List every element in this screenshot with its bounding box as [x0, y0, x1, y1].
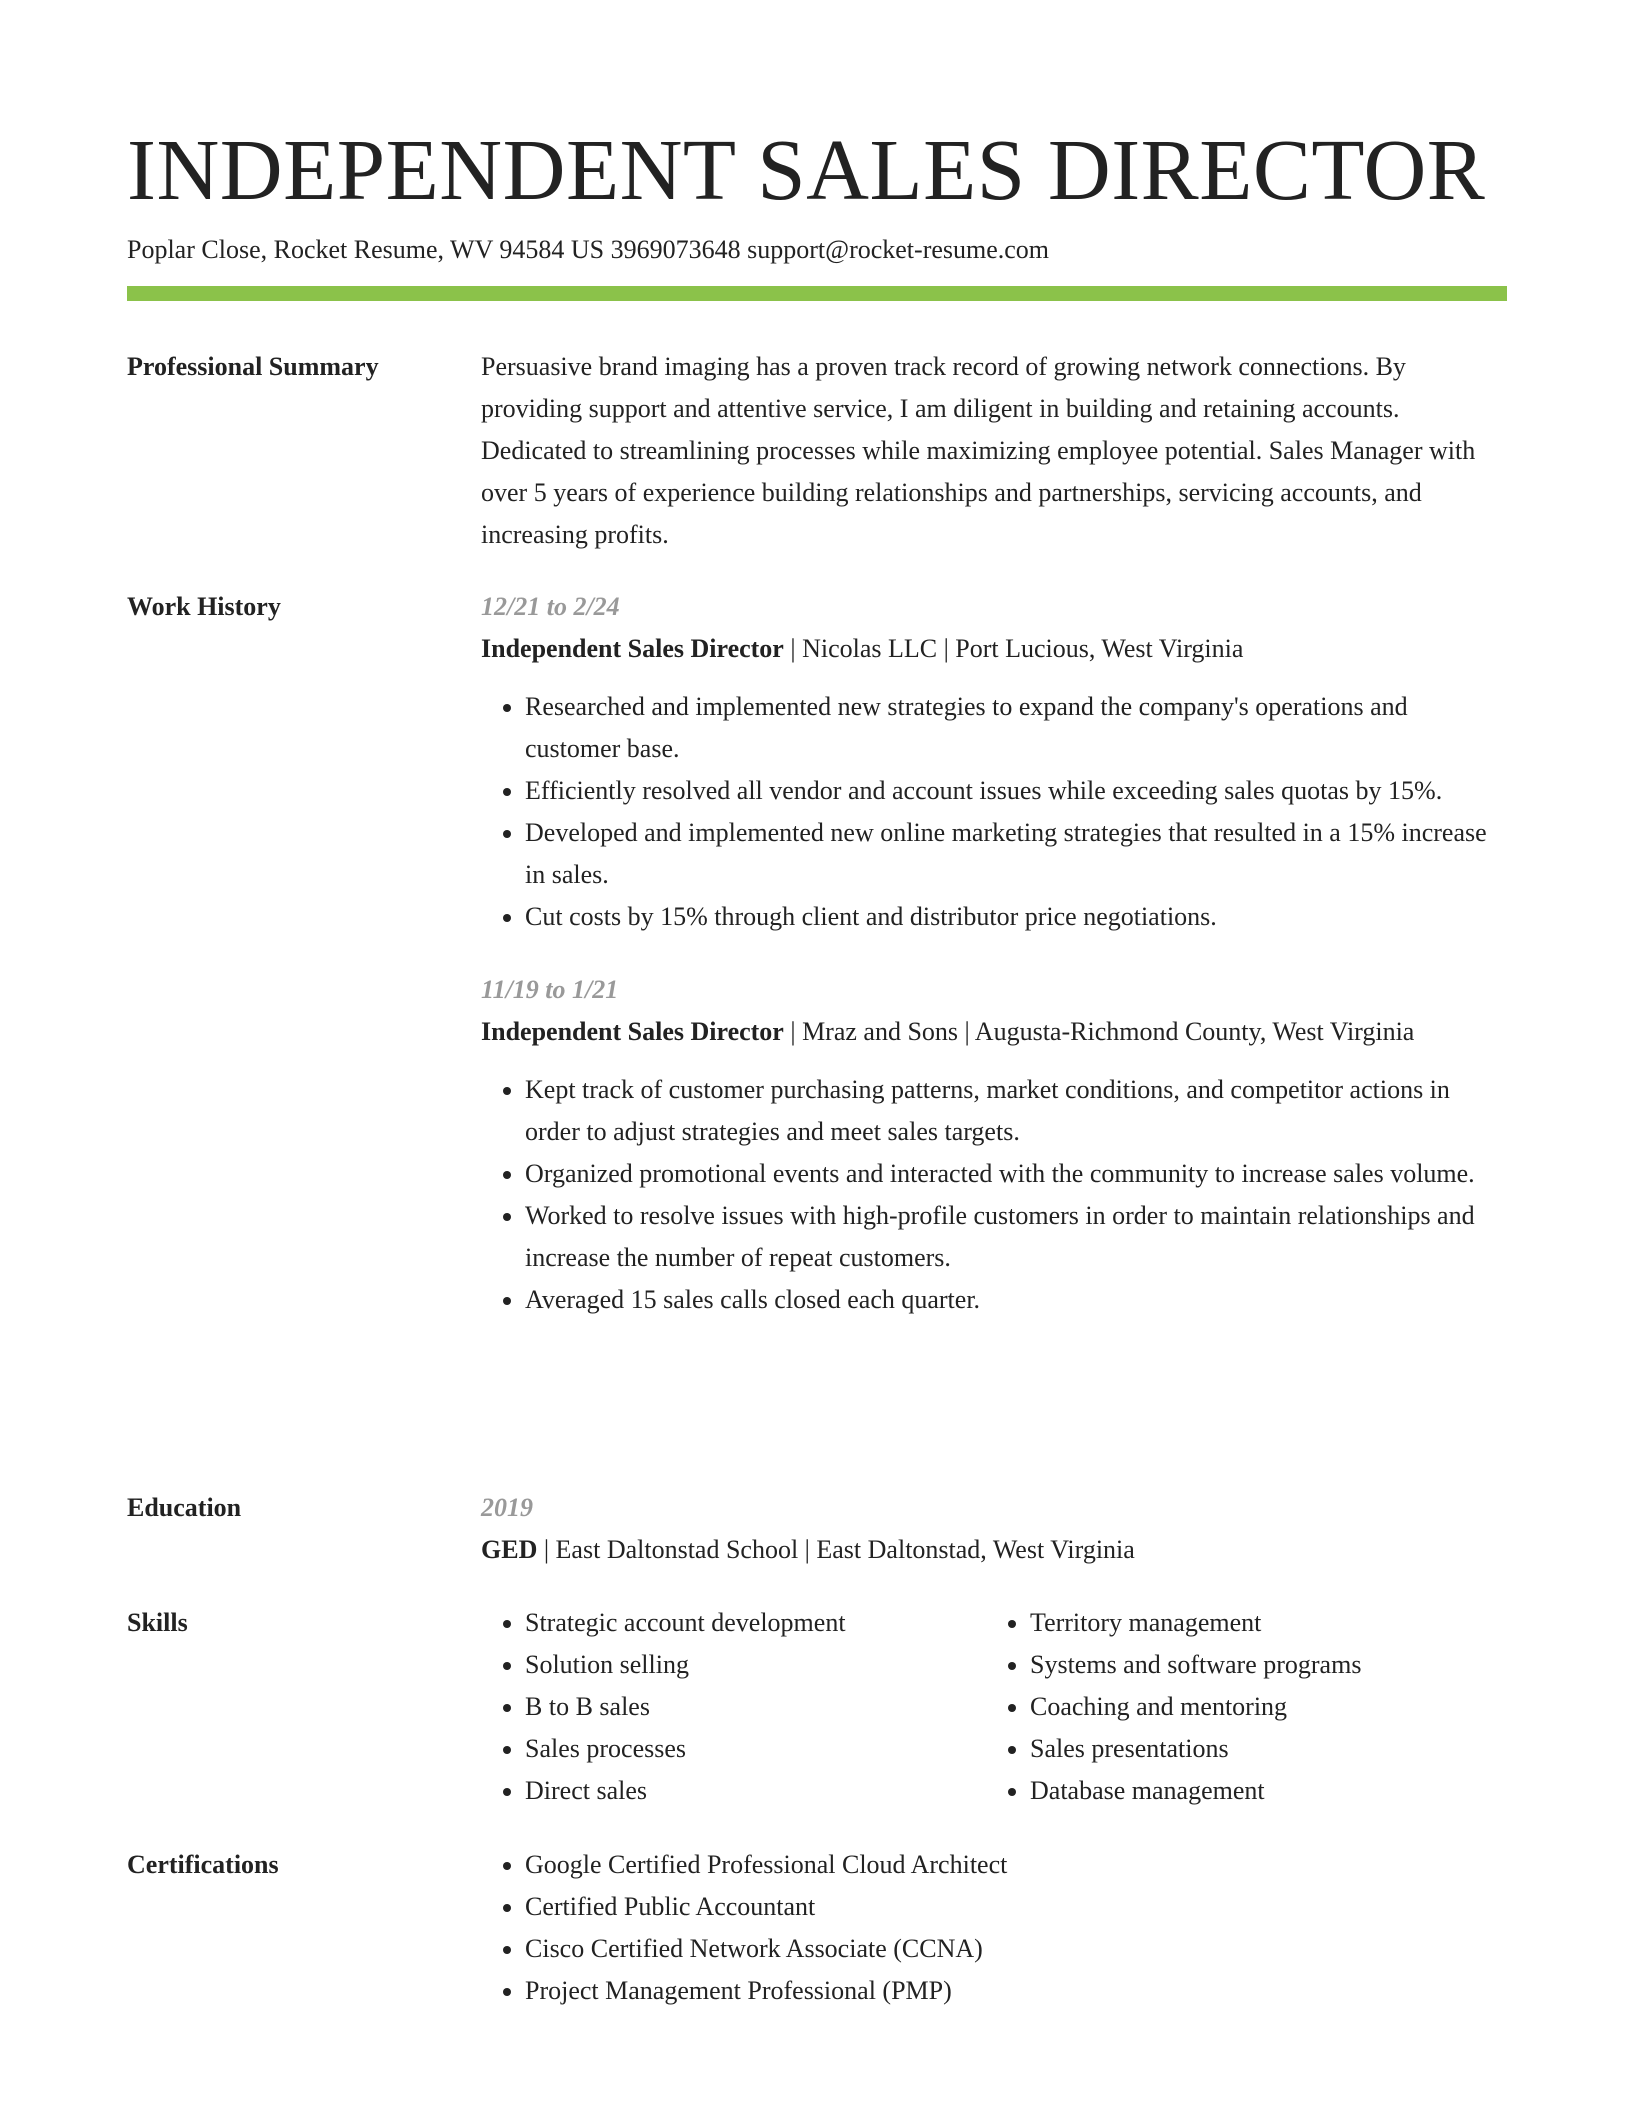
job-bullet: • Organized promotional events and interacted with the community to increase sales volume.: [525, 1153, 1507, 1195]
education-details: | East Daltonstad School | East Daltonstad, West Virginia: [537, 1535, 1135, 1564]
skill-item: • B to B sales: [525, 1686, 986, 1728]
skill-item: • Territory management: [1030, 1602, 1491, 1644]
skills-label: Skills: [127, 1608, 188, 1637]
skills-body: [481, 1602, 1507, 1812]
summary-body: [481, 346, 1507, 556]
job-bullet: • Worked to resolve issues with high-profile customers in order to maintain relationships and increase the number of repeat customers.: [525, 1195, 1507, 1279]
skill-item: • Coaching and mentoring: [1030, 1686, 1491, 1728]
job-entry: [481, 969, 1507, 1321]
education-label: Education: [127, 1493, 242, 1522]
skill-item: • Sales presentations: [1030, 1728, 1491, 1770]
skills-columns: [481, 1602, 1507, 1812]
job-dates: 11/19 to 1/21: [481, 975, 619, 1004]
skills-list: [481, 1602, 986, 1812]
header-divider: [127, 286, 1507, 301]
job-title: Independent Sales Director: [481, 1017, 784, 1046]
job-details: | Mraz and Sons | Augusta-Richmond County, West Virginia: [783, 1017, 1415, 1046]
summary-label: Professional Summary: [127, 352, 379, 381]
certification-item: • Project Management Professional (PMP): [525, 1970, 1507, 2012]
job-bullet: • Averaged 15 sales calls closed each quarter.: [525, 1279, 1507, 1321]
job-title: Independent Sales Director: [481, 634, 784, 663]
skills-column-left: [481, 1602, 986, 1812]
job-bullet: • Kept track of customer purchasing patterns, market conditions, and competitor actions in order to adjust strategies and meet sales targets.: [525, 1069, 1507, 1153]
summary-text: Persuasive brand imaging has a proven track record of growing network connections. By providing support and attentive service, I am diligent in building and retaining accounts. Dedicated to streamlining processes while maximizing employee potential. Sales Manager with over 5 years of experience building relationships and partnerships, servicing accounts, and increasing profits.: [481, 352, 1476, 549]
certification-item: • Google Certified Professional Cloud Architect: [525, 1844, 1507, 1886]
job-role-line: [481, 1011, 1507, 1053]
resume-title: INDEPENDENT SALES DIRECTOR: [127, 121, 1486, 218]
certifications-label: Certifications: [127, 1850, 279, 1879]
education-degree: GED: [481, 1535, 538, 1564]
certifications-body: [481, 1844, 1507, 2012]
education-line: [481, 1529, 1507, 1571]
job-bullet: • Developed and implemented new online marketing strategies that resulted in a 15% increase in sales.: [525, 812, 1507, 896]
contact-info: Poplar Close, Rocket Resume, WV 94584 US 3969073648 support@rocket-resume.com: [127, 235, 1050, 264]
job-bullet: • Researched and implemented new strategies to expand the company's operations and customer base.: [525, 686, 1507, 770]
job-bullets: [481, 686, 1507, 938]
education-year: 2019: [481, 1493, 533, 1522]
job-details: | Nicolas LLC | Port Lucious, West Virginia: [783, 634, 1244, 663]
certification-item: • Cisco Certified Network Associate (CCNA): [525, 1928, 1507, 1970]
work-history-label: Work History: [127, 592, 281, 621]
job-bullets: [481, 1069, 1507, 1321]
education-body: [481, 1487, 1507, 1571]
skills-list: [986, 1602, 1491, 1812]
skill-item: • Direct sales: [525, 1770, 986, 1812]
skill-item: • Database management: [1030, 1770, 1491, 1812]
skill-item: • Sales processes: [525, 1728, 986, 1770]
skill-item: • Systems and software programs: [1030, 1644, 1491, 1686]
job-bullet: • Efficiently resolved all vendor and account issues while exceeding sales quotas by 15%.: [525, 770, 1507, 812]
job-dates: 12/21 to 2/24: [481, 592, 620, 621]
job-role-line: [481, 628, 1507, 670]
certifications-list: [481, 1844, 1507, 2012]
work-history-body: [481, 586, 1507, 1321]
skill-item: • Strategic account development: [525, 1602, 986, 1644]
skill-item: • Solution selling: [525, 1644, 986, 1686]
certification-item: • Certified Public Accountant: [525, 1886, 1507, 1928]
job-entry: [481, 586, 1507, 938]
skills-column-right: [986, 1602, 1491, 1812]
job-bullet: • Cut costs by 15% through client and distributor price negotiations.: [525, 896, 1507, 938]
